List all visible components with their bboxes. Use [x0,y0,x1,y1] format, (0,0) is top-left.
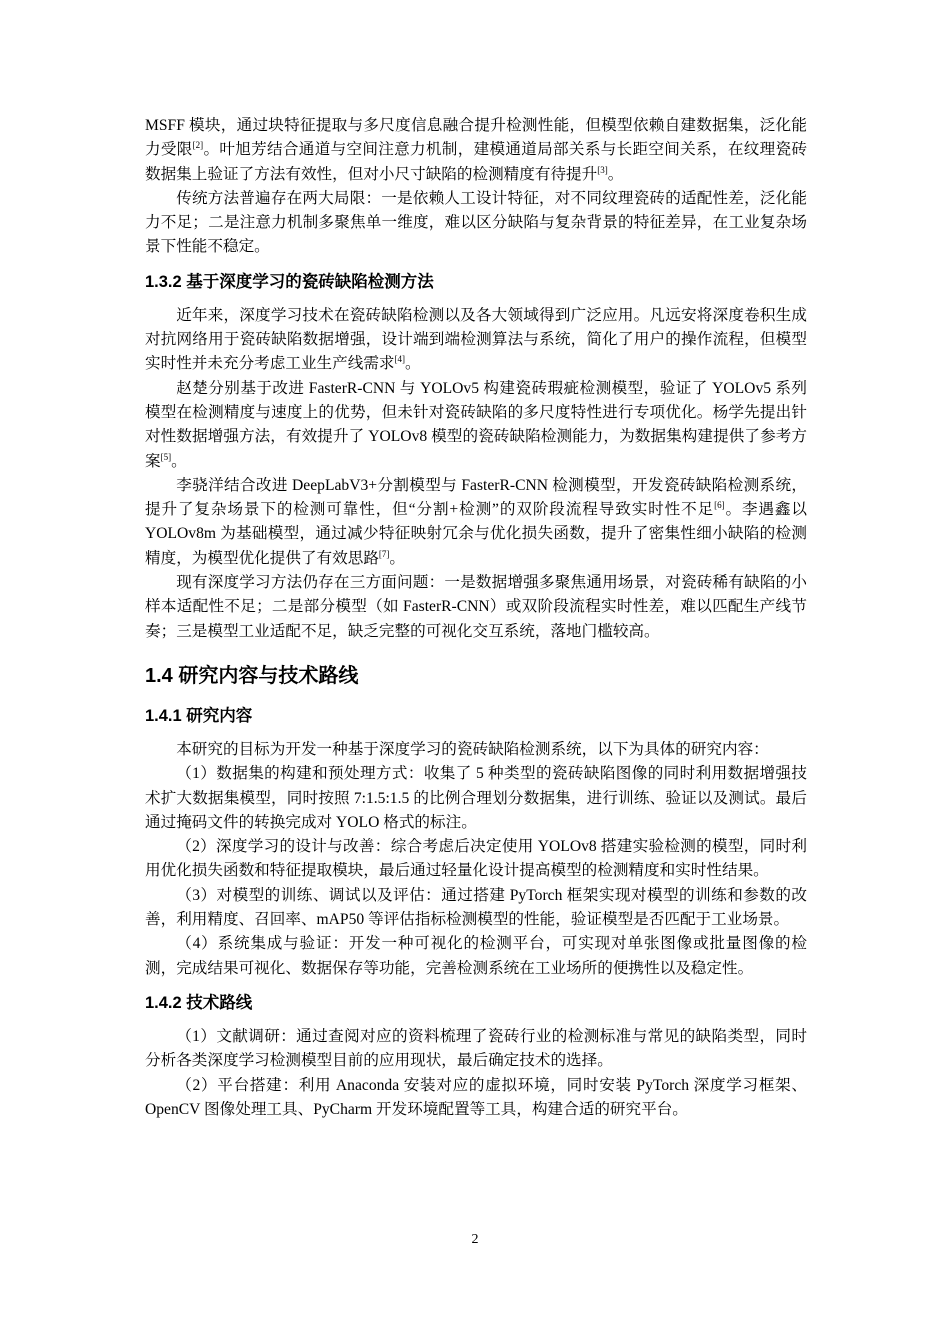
paragraph-li-xiaoyang: 李骁洋结合改进 DeepLabV3+分割模型与 FasterR-CNN 检测模型，开发瓷砖缺陷检测系统，提升了复杂场景下的检测可靠性，但“分割+检测”的双阶段流程导致实时性不足[6]。李遇鑫以 YOLOv8m 为基础模型，通过减少特征映射冗余与优化损失函数，提升了密集性细小缺陷的检测精度，为模型优化提供了有效思路[7]。 [145,476,807,567]
citation-ref: [2] [192,140,204,151]
paragraph-deep-learning-intro: 近年来，深度学习技术在瓷砖缺陷检测以及各大领域得到广泛应用。凡远安将深度卷积生成对抗网络用于瓷砖缺陷数据增强，设计端到端检测算法与系统，简化了用户的操作流程，但模型实时性并未充分考虑工业生产线需求[4]。 [145,306,807,373]
page-number: 2 [471,1232,479,1247]
citation-ref: [4] [394,354,406,365]
paragraph-traditional-limits: 传统方法普遍存在两大局限：一是依赖人工设计特征，对不同纹理瓷砖的适配性差，泛化能力不足；二是注意力机制多聚焦单一维度，难以区分缺陷与复杂背景的特征差异，在工业复杂场景下性能不稳定。 [145,189,807,256]
paragraph-route-2: （2）平台搭建：利用 Anaconda 安装对应的虚拟环境，同时安装 PyTorch 深度学习框架、OpenCV 图像处理工具、PyCharm 开发环境配置等工具，构建合适的研究平台。 [145,1076,807,1118]
citation-ref: [3] [597,164,608,175]
paragraph-existing-problems: 现有深度学习方法仍存在三方面问题：一是数据增强多聚焦通用场景，对瓷砖稀有缺陷的小样本适配性不足；二是部分模型（如 FasterR-CNN）或双阶段流程实时性差，难以匹配生产线节奏；三是模型工业适配不足，缺乏完整的可视化交互系统，落地门槛较高。 [145,574,807,640]
section-heading-1-4: 1.4 研究内容与技术路线 [145,664,359,687]
citation-ref: [5] [160,451,172,462]
section-heading-1-4-2: 1.4.2 技术路线 [145,993,253,1012]
paragraph-route-1: （1）文献调研：通过查阅对应的资料梳理了瓷砖行业的检测标准与常见的缺陷类型，同时分析各类深度学习检测模型目前的应用现状，最后确定技术的选择。 [145,1027,807,1070]
paragraph-item-3: （3）对模型的训练、调试以及评估：通过搭建 PyTorch 框架实现对模型的训练和参数的改善，利用精度、召回率、mAP50 等评估指标检测模型的性能，验证模型是否匹配于工业场景。 [145,886,807,929]
paragraph-research-goal: 本研究的目标为开发一种基于深度学习的瓷砖缺陷检测系统，以下为具体的研究内容： [176,740,769,758]
paragraph-item-2: （2）深度学习的设计与改善：综合考虑后决定使用 YOLOv8 搭建实验检测的模型，同时利用优化损失函数和特征提取模块，最后通过轻量化设计提高模型的检测精度和实时性结果。 [145,838,807,880]
paragraph-msff: MSFF 模块，通过块特征提取与多尺度信息融合提升检测性能，但模型依赖自建数据集，泛化能力受限[2]。叶旭芳结合通道与空间注意力机制，建模通道局部关系与长距空间关系，在纹理瓷砖数据集上验证了方法有效性，但对小尺寸缺陷的检测精度有待提升[3]。 [145,117,807,183]
paragraph-zhao-chu: 赵楚分别基于改进 FasterR-CNN 与 YOLOv5 构建瓷砖瑕疵检测模型，验证了 YOLOv5 系列模型在检测精度与速度上的优势，但未针对瓷砖缺陷的多尺度特性进行专项优化。杨学先提出针对性数据增强方法，有效提升了 YOLOv8 模型的瓷砖缺陷检测能力，为数据集构建提供了参考方案[5]。 [145,379,807,470]
page-body [145,114,807,1122]
citation-ref: [7] [378,548,390,559]
section-heading-1-3-2: 1.3.2 基于深度学习的瓷砖缺陷检测方法 [145,272,434,291]
paragraph-item-1: （1）数据集的构建和预处理方式：收集了 5 种类型的瓷砖缺陷图像的同时利用数据增强技术扩大数据集模型，同时按照 7:1.5:1.5 的比例合理划分数据集，进行训练、验证以及测试。最后通过掩码文件的转换完成对 YOLO 格式的标注。 [145,765,807,831]
section-heading-1-4-1: 1.4.1 研究内容 [145,706,253,725]
paragraph-item-4: （4）系统集成与验证：开发一种可视化的检测平台，可实现对单张图像或批量图像的检测，完成结果可视化、数据保存等功能，完善检测系统在工业场所的便携性以及稳定性。 [145,935,807,977]
citation-ref: [6] [714,499,725,510]
